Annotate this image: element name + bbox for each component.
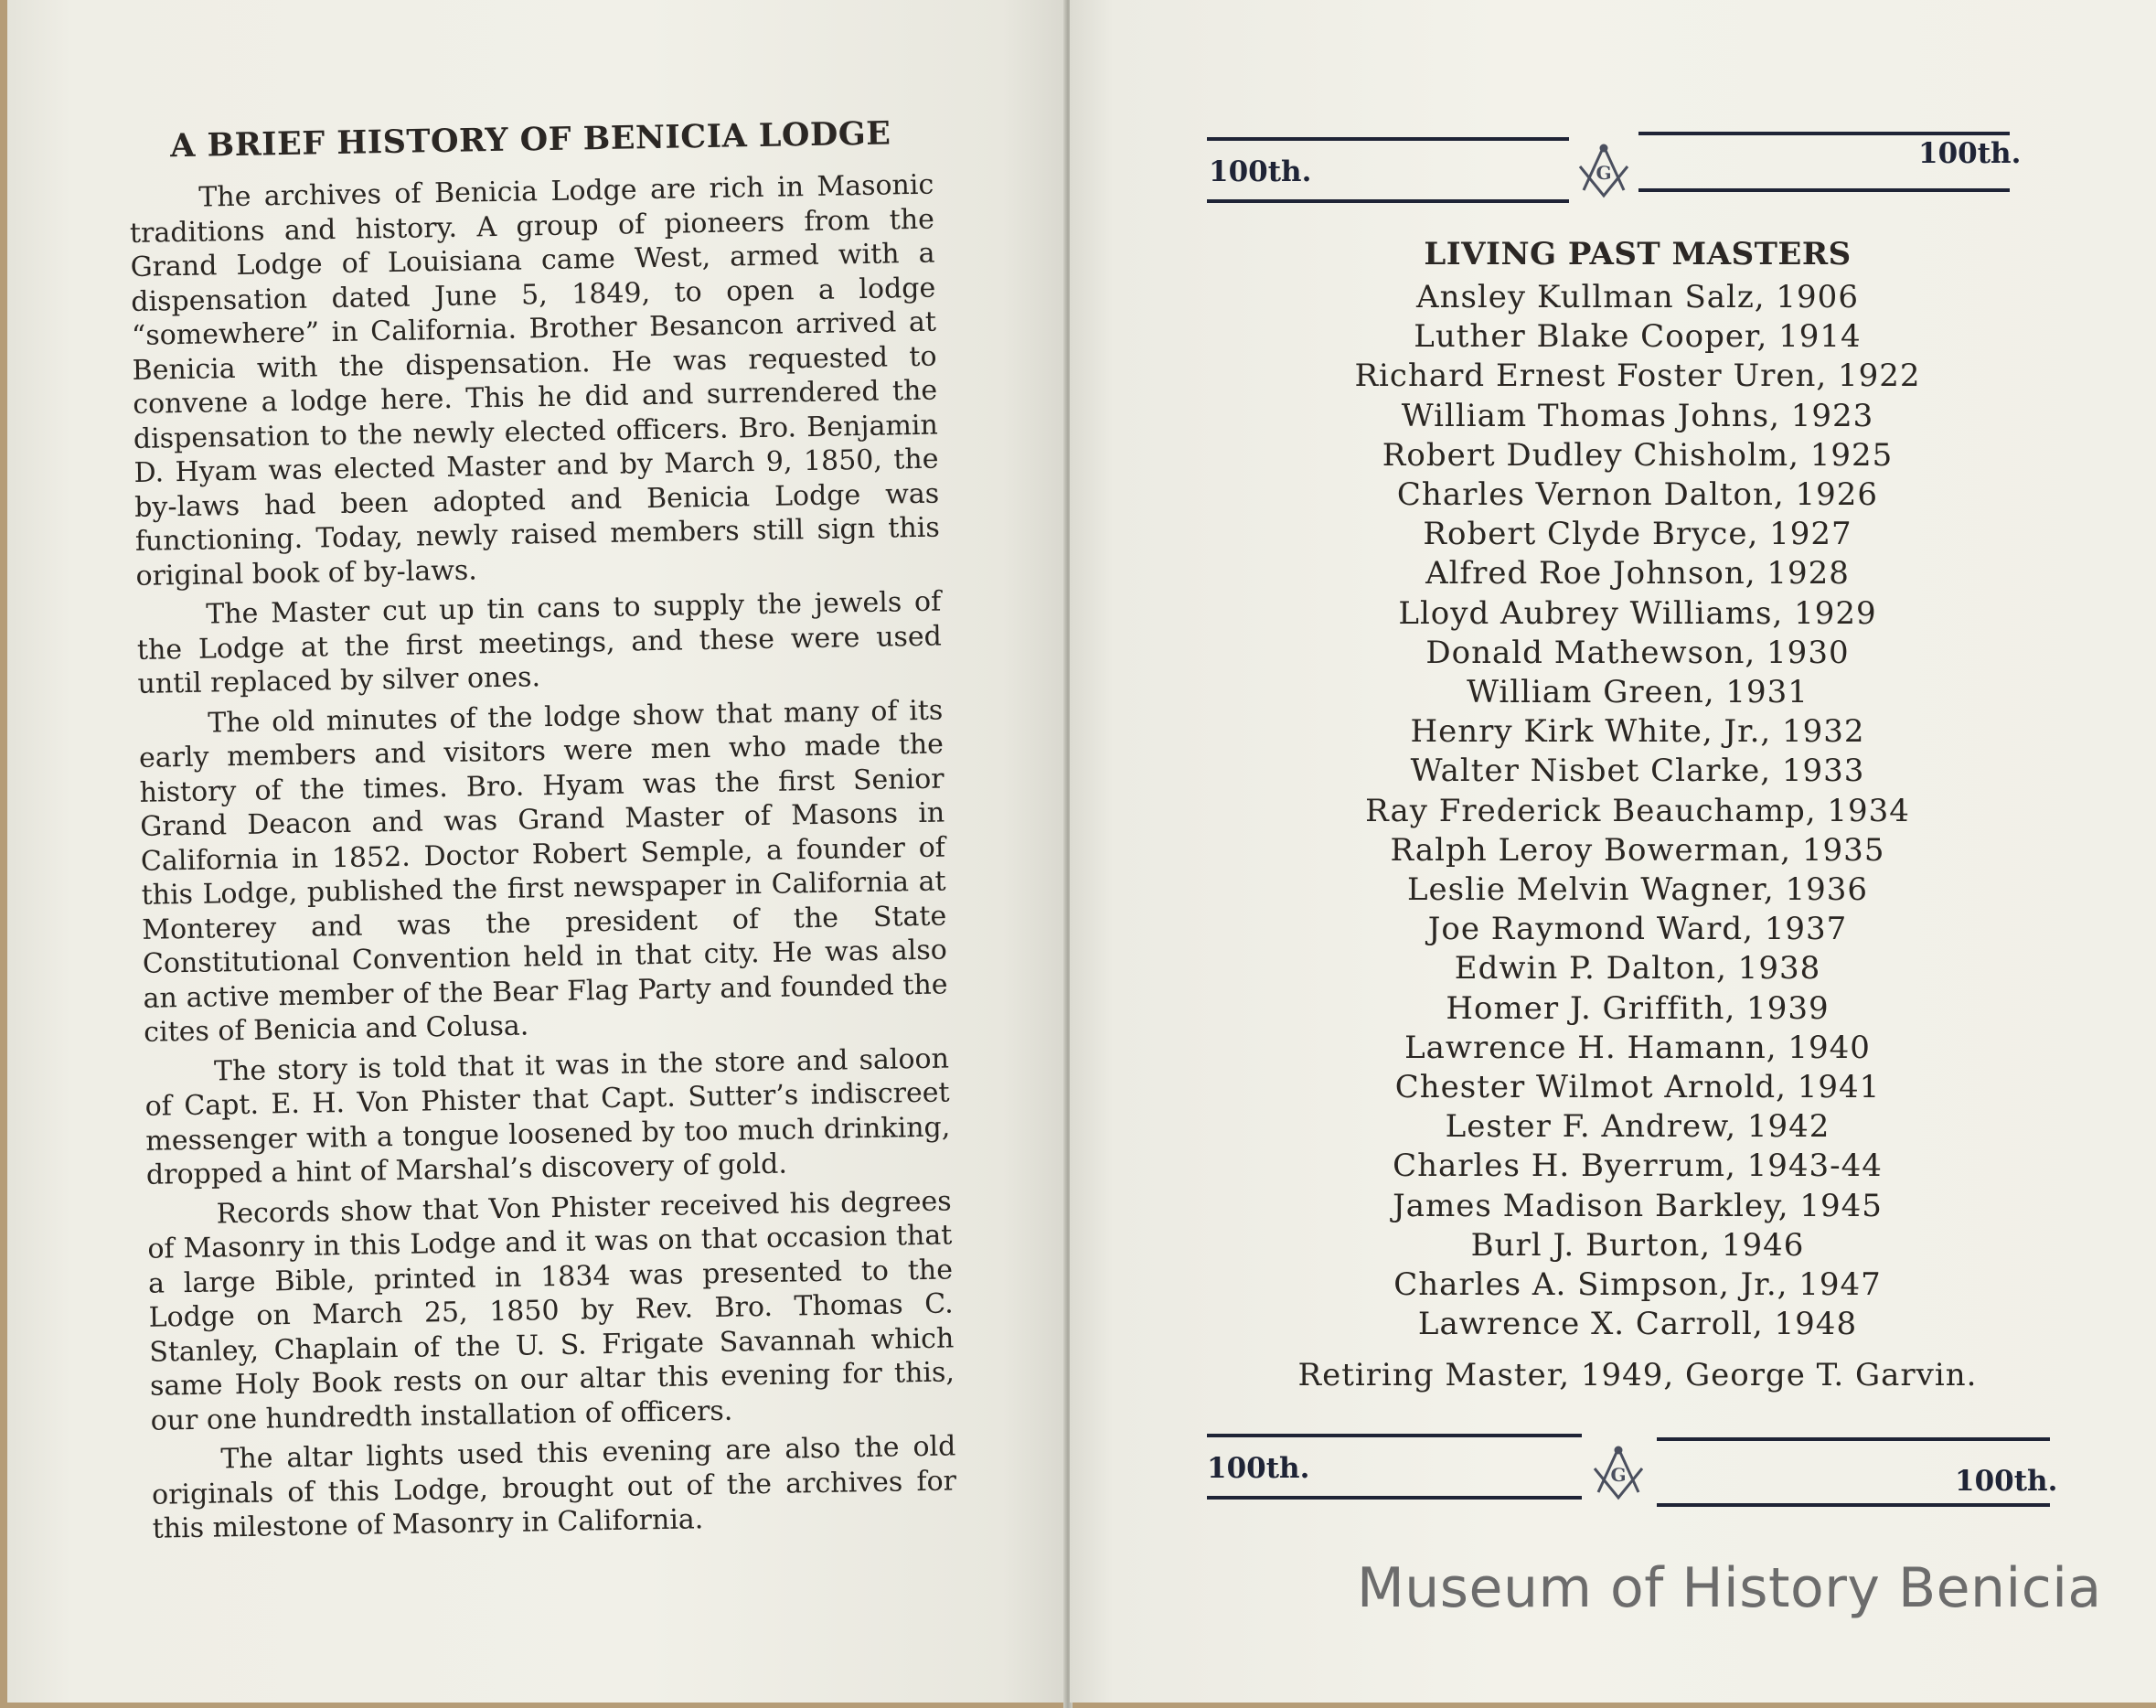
master-entry: Robert Clyde Bryce, 1927	[1423, 516, 1852, 553]
master-entry: Luther Blake Cooper, 1914	[1414, 318, 1862, 356]
past-masters-section	[1203, 115, 2072, 1518]
bar-rule	[1207, 199, 1569, 203]
history-paragraph: The story is told that it was in the store and saloon of Capt. E. H. Von Phister that Capt. Sutter’s indiscreet messenger with a tongue loosened by too much drinking, dropped a hint of Marshal’s discovery of gold.	[144, 1041, 951, 1191]
history-section	[128, 114, 957, 1553]
museum-watermark: Museum of History Benicia	[1357, 1556, 2102, 1620]
master-entry: Edwin P. Dalton, 1938	[1454, 950, 1821, 987]
bottom-centennial-bar	[1203, 1426, 2072, 1518]
bar-rule	[1207, 1496, 1582, 1500]
bar-rule	[1657, 1437, 2050, 1441]
master-entry: Burl J. Burton, 1946	[1470, 1226, 1805, 1264]
bar-rule	[1207, 137, 1569, 141]
history-paragraph: The Master cut up tin cans to supply the jewels of the Lodge at the first meetings, and these were used until replaced by silver ones.	[136, 585, 943, 700]
bar-rule	[1638, 132, 2010, 135]
history-paragraph: The old minutes of the lodge show that many of its early members and visitors were men who made the history of the times. Bro. Hyam was the first Senior Grand Deacon and was Grand Master of Masons in California in 1852. Doctor Robert Semple, a founder of this Lodge, published the first newspaper in California at Monterey and was the president of the State Constitutional Convention held in that city. He was also an active member of the Bear Flag Party and founded the cites of Benicia and Colusa.	[138, 694, 948, 1049]
master-entry: Homer J. Griffith, 1939	[1446, 989, 1830, 1027]
master-entry: Alfred Roe Johnson, 1928	[1425, 555, 1850, 592]
bar-rule	[1657, 1503, 2050, 1507]
svg-text:G: G	[1596, 162, 1612, 184]
history-title: A BRIEF HISTORY OF BENICIA LODGE	[169, 114, 891, 165]
master-entry: Ansley Kullman Salz, 1906	[1416, 279, 1859, 315]
master-entry: Richard Ernest Foster Uren, 1922	[1354, 358, 1921, 395]
master-entry: Ray Frederick Beauchamp, 1934	[1365, 792, 1910, 829]
centennial-label-left: 100th.	[1207, 1452, 1310, 1486]
square-and-compass-icon	[1589, 1445, 1648, 1503]
history-paragraph: The archives of Benicia Lodge are rich in Masonic traditions and history. A group of pioneers from the Grand Lodge of Louisiana came West, armed with a dispensation dated June 5, 1849, to open a lodge “somewhere” in California. Brother Besancon arrived at Benicia with the dispensation. He was requested to convene a lodge here. This he did and surrendered the dispensation to the newly elected officers. Bro. Benjamin D. Hyam was elected Master and by March 9, 1850, the by-laws had been adopted and Benicia Lodge was functioning. Today, newly raised members still sign this original book of by-laws.	[129, 168, 941, 592]
history-paragraph: The altar lights used this evening are also the old originals of this Lodge, brought out of the archives for this milestone of Masonry in California.	[151, 1430, 957, 1545]
top-centennial-bar	[1203, 115, 2072, 207]
centennial-label-left: 100th.	[1209, 155, 1312, 188]
master-entry: Charles H. Byerrum, 1943-44	[1393, 1148, 1883, 1185]
masters-title: LIVING PAST MASTERS	[1424, 236, 1852, 272]
masters-list	[1203, 278, 2072, 1344]
master-entry: William Green, 1931	[1467, 674, 1809, 711]
bar-rule	[1207, 1434, 1582, 1437]
master-entry: James Madison Barkley, 1945	[1393, 1187, 1883, 1224]
master-entry: Charles A. Simpson, Jr., 1947	[1393, 1266, 1882, 1304]
master-entry: Robert Dudley Chisholm, 1925	[1382, 436, 1894, 474]
master-entry: Lester F. Andrew, 1942	[1445, 1108, 1830, 1146]
master-entry: Charles Vernon Dalton, 1926	[1396, 476, 1879, 514]
svg-text:G: G	[1610, 1464, 1627, 1487]
bar-rule	[1638, 188, 2010, 192]
master-entry: William Thomas Johns, 1923	[1401, 397, 1874, 434]
retiring-master: Retiring Master, 1949, George T. Garvin.	[1297, 1357, 1978, 1394]
master-entry: Joe Raymond Ward, 1937	[1427, 911, 1848, 948]
centennial-label-right: 100th.	[1918, 137, 2022, 170]
master-entry: Walter Nisbet Clarke, 1933	[1410, 753, 1865, 790]
master-entry: Lawrence X. Carroll, 1948	[1417, 1306, 1858, 1343]
master-entry: Ralph Leroy Bowerman, 1935	[1390, 831, 1885, 869]
master-entry: Leslie Melvin Wagner, 1936	[1406, 871, 1869, 909]
history-paragraph: Records show that Von Phister received his degrees of Masonry in this Lodge and it was on that occasion that a large Bible, printed in 1834 was presented to the Lodge on March 25, 1850 by Rev. Bro. Thomas C. Stanley, Chaplain of the U. S. Frigate Savannah which same Holy Book rests on our altar this evening for this, our one hundredth installation of officers.	[147, 1184, 955, 1437]
master-entry: Lloyd Aubrey Williams, 1929	[1398, 594, 1877, 632]
master-entry: Donald Mathewson, 1930	[1425, 634, 1850, 671]
master-entry: Henry Kirk White, Jr., 1932	[1410, 713, 1865, 751]
square-and-compass-icon	[1574, 143, 1633, 201]
master-entry: Chester Wilmot Arnold, 1941	[1394, 1069, 1881, 1106]
master-entry: Lawrence H. Hamann, 1940	[1404, 1029, 1871, 1066]
centennial-label-right: 100th.	[1955, 1465, 2058, 1499]
